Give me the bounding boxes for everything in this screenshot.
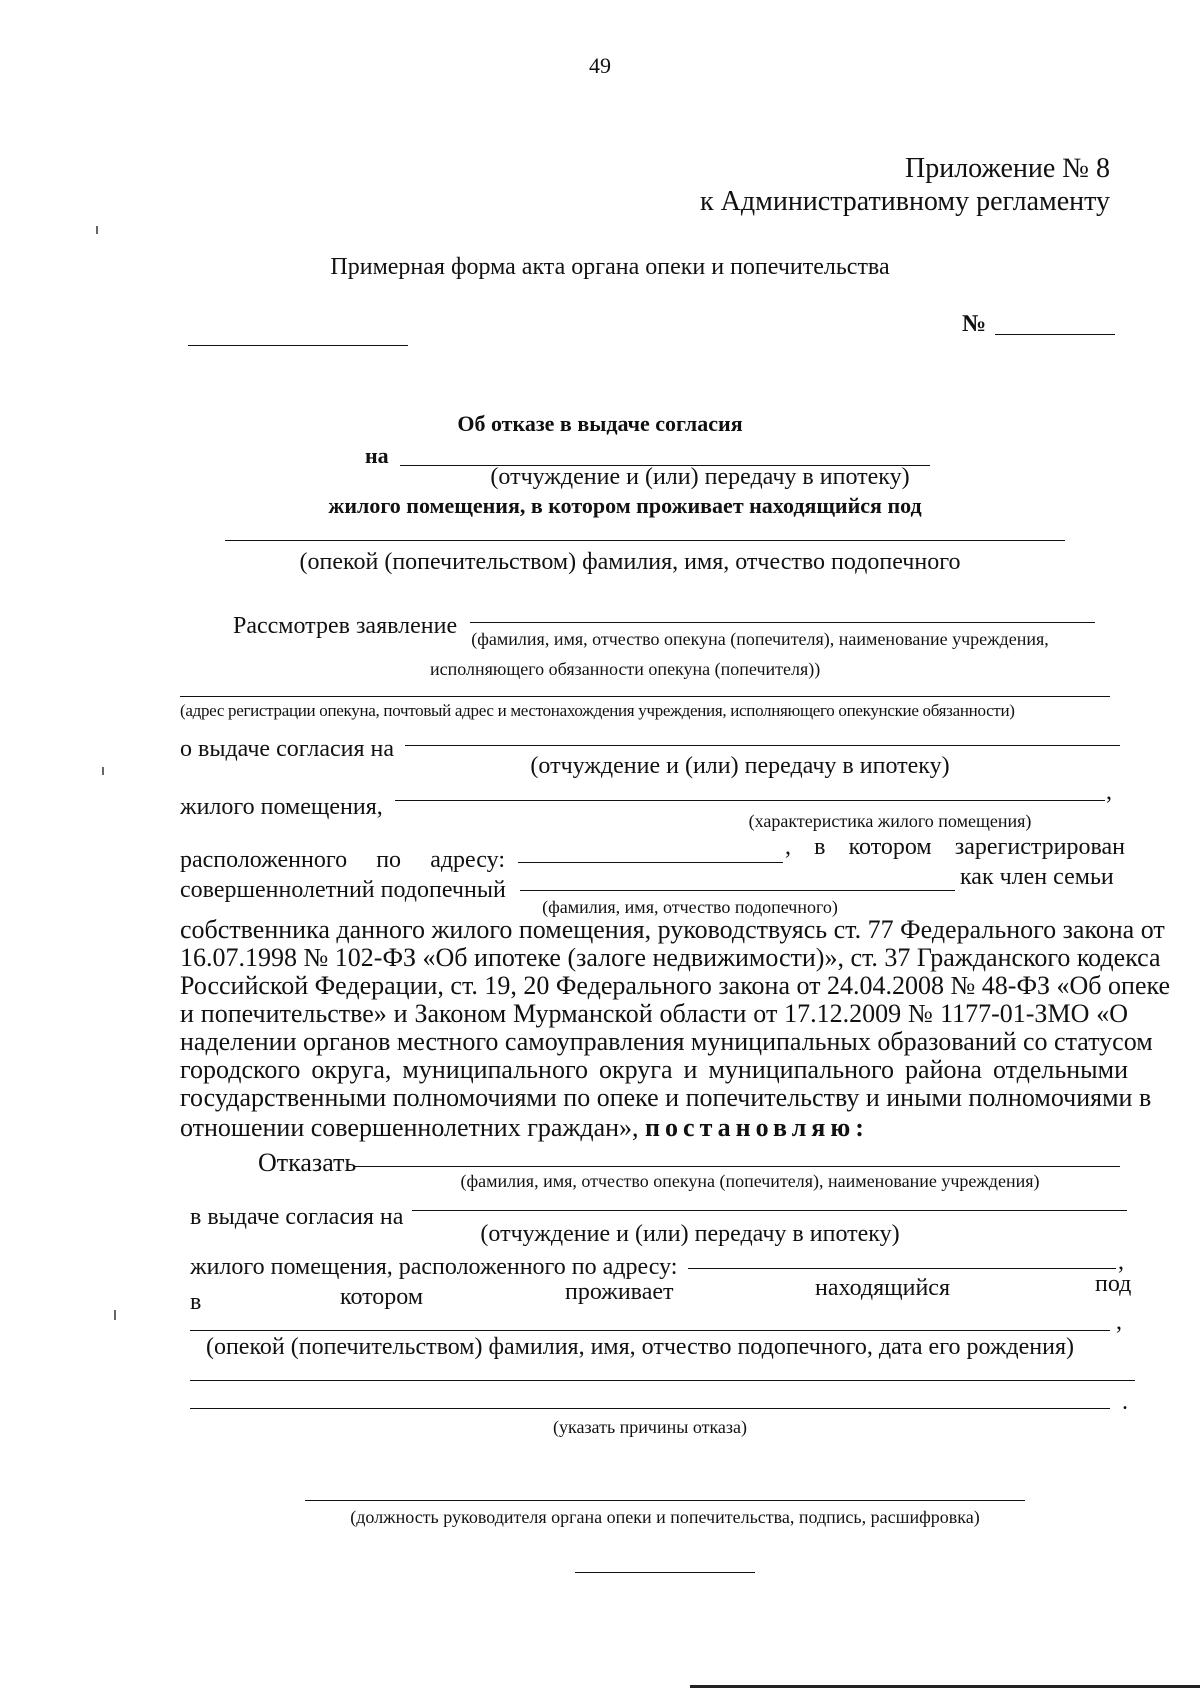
- decision-consent-line[interactable]: [412, 1210, 1127, 1211]
- reasons-line-2[interactable]: [190, 1408, 1110, 1409]
- paragraph-line-4: и попечительстве» и Законом Мурманской области от 17.12.2009 № 1177-01-ЗМО «О: [180, 999, 1128, 1028]
- consent-hint: (отчуждение и (или) передачу в ипотеку): [530, 753, 950, 779]
- applicant-hint-1: (фамилия, имя, отчество опекуна (попечителя), наименование учреждения,: [471, 629, 1049, 649]
- title-dwelling: жилого помещения, в котором проживает находящийся под: [328, 493, 922, 518]
- located-address-line[interactable]: [518, 862, 783, 863]
- address-hint: (адрес регистрации опекуна, почтовый адрес и местонахождения учреждения, исполняющего опекунские обязанности): [180, 701, 1015, 720]
- decision-ward-line[interactable]: [190, 1330, 1110, 1331]
- word-v: в: [190, 1289, 202, 1315]
- applicant-address-line[interactable]: [180, 696, 1110, 697]
- number-sign: №: [962, 311, 987, 337]
- paragraph-line-5: наделении органов местного самоуправления муниципальных образований со статусом: [180, 1027, 1153, 1056]
- refuse-subject-line[interactable]: [355, 1166, 1120, 1167]
- ward-hint: (фамилия, имя, отчество подопечного): [542, 897, 838, 917]
- comma: ,: [1116, 1309, 1122, 1335]
- decision-dwelling-label: жилого помещения, расположенного по адресу:: [190, 1254, 678, 1280]
- signature-hint: (должность руководителя органа опеки и попечительства, подпись, расшифровка): [350, 1507, 980, 1527]
- form-caption: Примерная форма акта органа опеки и попечительства: [330, 254, 890, 280]
- reasons-hint: (указать причины отказа): [552, 1417, 748, 1437]
- adult-ward-label: совершеннолетний подопечный: [180, 877, 506, 903]
- consent-subject-line[interactable]: [405, 745, 1120, 746]
- word-nakhodyashchiysya: находящийся: [815, 1275, 950, 1301]
- paragraph-last-line: [180, 1115, 869, 1141]
- scan-edge: [690, 1685, 1200, 1688]
- date-field-line[interactable]: [188, 345, 408, 346]
- scan-mark: [102, 767, 104, 775]
- decision-address-line[interactable]: [688, 1268, 1116, 1269]
- page-number: 49: [589, 53, 611, 78]
- word-pod: под: [1095, 1271, 1132, 1297]
- family-member-label: как член семьи: [960, 864, 1114, 890]
- signature-line[interactable]: [305, 1500, 1025, 1501]
- title-on-label: на: [365, 443, 389, 468]
- comma: ,: [1118, 1249, 1124, 1275]
- dwelling-label: жилого помещения,: [180, 794, 383, 820]
- document-title: Об отказе в выдаче согласия: [457, 411, 743, 436]
- reasons-line-1[interactable]: [190, 1380, 1135, 1381]
- comma: ,: [1106, 779, 1112, 805]
- decision-consent-label: в выдаче согласия на: [190, 1204, 404, 1230]
- paragraph-line-3: Российской Федерации, ст. 19, 20 Федерального закона от 24.04.2008 № 48-ФЗ «Об опеке: [180, 971, 1171, 1000]
- refuse-label: Отказать: [258, 1148, 357, 1177]
- appendix-number: Приложение № 8: [905, 153, 1110, 184]
- dwelling-hint: (характеристика жилого помещения): [748, 811, 1032, 831]
- date-line[interactable]: [575, 1572, 755, 1573]
- title-ward-line[interactable]: [225, 540, 1065, 541]
- period: .: [1122, 1389, 1128, 1415]
- decision-ward-hint: (опекой (попечительством) фамилия, имя, отчество подопечного, дата его рождения): [205, 1334, 1075, 1360]
- applicant-hint-2: исполняющего обязанности опекуна (попечителя)): [430, 659, 821, 679]
- refuse-hint: (фамилия, имя, отчество опекуна (попечителя), наименование учреждения): [460, 1171, 1040, 1191]
- located-label: расположенного по адресу:: [180, 847, 505, 873]
- considered-label: Рассмотрев заявление: [233, 613, 458, 639]
- word-prozhivaet: проживает: [565, 1279, 674, 1305]
- appendix-reference: к Административному регламенту: [700, 186, 1110, 217]
- decision-consent-hint: (отчуждение и (или) передачу в ипотеку): [480, 1221, 900, 1247]
- paragraph-line-1: собственника данного жилого помещения, руководствуясь ст. 77 Федерального закона от: [180, 915, 1165, 944]
- paragraph-last-text: отношении совершеннолетних граждан»,: [180, 1113, 639, 1142]
- resolve-word: постановляю:: [645, 1113, 869, 1142]
- number-field-line[interactable]: [995, 334, 1115, 335]
- paragraph-line-6: городского округа, муниципального округа и муниципального района отдельными: [180, 1055, 1128, 1084]
- applicant-line[interactable]: [470, 622, 1095, 623]
- paragraph-line-7: государственными полномочиями по опеке и попечительству и иными полномочиями в: [180, 1083, 1152, 1112]
- scan-mark: [114, 1310, 116, 1320]
- title-subject-hint: (отчуждение и (или) передачу в ипотеку): [490, 464, 910, 490]
- adult-ward-line[interactable]: [520, 890, 955, 891]
- scan-mark: [96, 226, 98, 234]
- registered-label: , в котором зарегистрирован: [785, 834, 1125, 860]
- paragraph-line-2: 16.07.1998 № 102-ФЗ «Об ипотеке (залоге недвижимости)», ст. 37 Гражданского кодекса: [180, 943, 1161, 972]
- word-kotorom: котором: [340, 1284, 424, 1310]
- dwelling-characteristics-line[interactable]: [395, 800, 1105, 801]
- consent-label: о выдаче согласия на: [180, 736, 395, 762]
- title-ward-hint: (опекой (попечительством) фамилия, имя, отчество подопечного: [299, 549, 961, 575]
